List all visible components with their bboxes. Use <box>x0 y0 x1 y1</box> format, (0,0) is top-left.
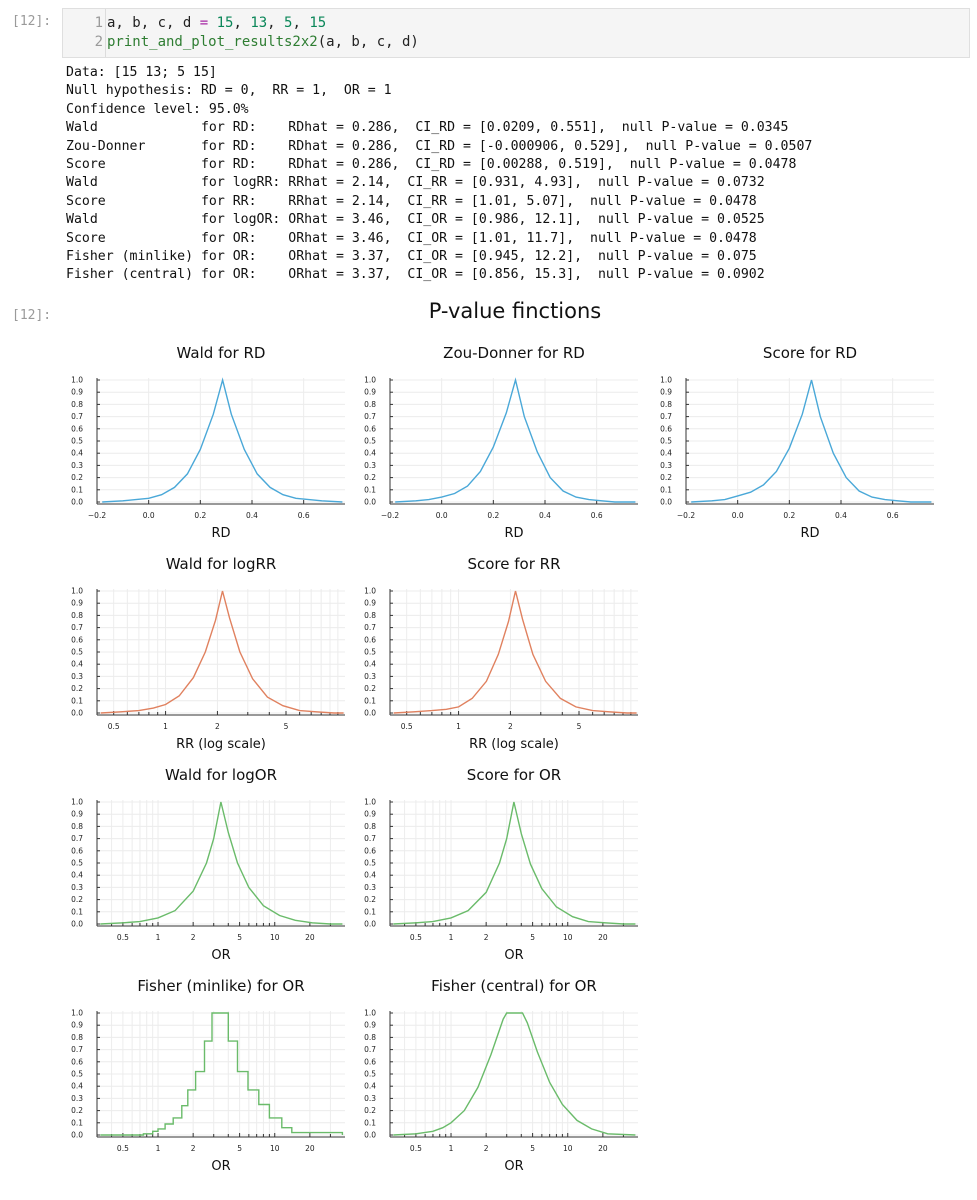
chart-title: Score for RR <box>467 555 561 573</box>
line-number-2: 2 <box>94 34 103 50</box>
y-tick-label: 0.8 <box>71 1032 83 1042</box>
output-line: Fisher (minlike) for OR: ORhat = 3.37, CI_OR = [0.945, 12.2], null P-value = 0.075 <box>66 249 757 265</box>
code-number-1: 15 <box>216 15 234 31</box>
y-tick-label: 0.2 <box>71 895 83 905</box>
y-tick-label: 0.4 <box>71 448 83 458</box>
y-tick-label: 0.1 <box>71 907 83 917</box>
output-line: Null hypothesis: RD = 0, RR = 1, OR = 1 <box>66 83 392 99</box>
x-tick-label: −0.2 <box>676 511 696 520</box>
y-tick-label: 0.5 <box>71 647 83 657</box>
x-tick-label: 1 <box>163 722 168 731</box>
output-prompt: [12]: <box>12 308 52 323</box>
y-tick-label: 0.4 <box>364 448 376 458</box>
chart-panel <box>660 344 934 541</box>
y-tick-label: 0.5 <box>364 858 376 868</box>
output-line: Score for OR: ORhat = 3.46, CI_OR = [1.01, 11.7], null P-value = 0.0478 <box>66 230 757 246</box>
x-tick-label: 0.2 <box>487 511 500 520</box>
code-function-args: (a, b, c, d) <box>317 34 419 50</box>
y-tick-label: 0.1 <box>71 696 83 706</box>
y-tick-label: 0.8 <box>364 821 376 831</box>
output-line: Wald for logRR: RRhat = 2.14, CI_RR = [0.931, 4.93], null P-value = 0.0732 <box>66 175 765 191</box>
y-tick-label: 0.1 <box>364 485 376 495</box>
output-line: Data: [15 13; 5 15] <box>66 65 217 80</box>
y-tick-label: 1.0 <box>660 375 672 385</box>
y-tick-label: 0.4 <box>71 870 83 880</box>
code-number-4: 15 <box>309 15 327 31</box>
chart-panel <box>364 977 638 1174</box>
y-tick-label: 0.5 <box>71 858 83 868</box>
code-number-3: 5 <box>284 15 293 31</box>
chart-panel <box>364 766 638 963</box>
y-tick-label: 0.2 <box>660 473 672 483</box>
y-tick-label: 1.0 <box>364 375 376 385</box>
x-tick-label: 10 <box>269 933 280 942</box>
y-tick-label: 0.1 <box>364 1118 376 1128</box>
y-tick-label: 0.8 <box>71 610 83 620</box>
chart-panel <box>71 344 345 541</box>
y-tick-label: 0.9 <box>71 598 83 608</box>
y-tick-label: 0.0 <box>71 919 83 929</box>
x-axis-label: OR <box>211 1159 231 1174</box>
x-tick-label: 20 <box>305 1144 315 1153</box>
x-tick-label: 1 <box>448 1144 454 1153</box>
y-tick-label: 0.5 <box>71 1069 83 1079</box>
y-tick-label: 0.7 <box>364 623 376 633</box>
y-tick-label: 1.0 <box>364 797 376 807</box>
x-tick-label: 2 <box>215 722 220 731</box>
x-tick-label: 5 <box>237 933 242 942</box>
x-tick-label: 2 <box>483 933 489 942</box>
x-tick-label: 0.5 <box>116 933 129 942</box>
x-tick-label: 2 <box>483 1144 489 1153</box>
output-line: Score for RR: RRhat = 2.14, CI_RR = [1.01, 5.07], null P-value = 0.0478 <box>66 193 757 209</box>
code-vars: a, b, c, d <box>107 15 200 31</box>
x-tick-label: 1 <box>456 722 461 731</box>
y-tick-label: 0.7 <box>364 834 376 844</box>
chart-panel <box>364 344 638 541</box>
x-tick-label: 0.2 <box>783 511 796 520</box>
y-tick-label: 0.0 <box>71 708 83 718</box>
x-tick-label: 10 <box>562 1144 573 1153</box>
y-tick-label: 0.6 <box>364 846 376 856</box>
y-tick-label: 0.2 <box>364 895 376 905</box>
y-tick-label: 0.8 <box>71 399 83 409</box>
y-tick-label: 0.6 <box>364 424 376 434</box>
y-tick-label: 1.0 <box>71 797 83 807</box>
x-tick-label: 5 <box>530 933 535 942</box>
output-line: Wald for RD: RDhat = 0.286, CI_RD = [0.0209, 0.551], null P-value = 0.0345 <box>66 120 789 136</box>
x-tick-label: 10 <box>562 933 573 942</box>
x-axis-label: RD <box>504 526 524 541</box>
y-tick-label: 0.1 <box>660 485 672 495</box>
chart-title: Wald for RD <box>176 344 266 362</box>
y-tick-label: 0.3 <box>364 1093 376 1103</box>
code-assign-operator: = <box>199 15 209 31</box>
output-line: Wald for logOR: ORhat = 3.46, CI_OR = [0.986, 12.1], null P-value = 0.0525 <box>66 212 765 228</box>
x-tick-label: 0.5 <box>400 722 413 731</box>
x-axis-label: RD <box>800 526 820 541</box>
x-tick-label: 5 <box>530 1144 535 1153</box>
y-tick-label: 0.4 <box>71 1081 83 1091</box>
x-tick-label: 5 <box>237 1144 242 1153</box>
y-tick-label: 0.7 <box>364 1045 376 1055</box>
y-tick-label: 0.9 <box>364 809 376 819</box>
chart-title: Fisher (central) for OR <box>431 977 597 995</box>
y-tick-label: 0.3 <box>71 1093 83 1103</box>
y-tick-label: 0.4 <box>364 1081 376 1091</box>
y-tick-label: 0.0 <box>71 497 83 507</box>
y-tick-label: 0.3 <box>364 460 376 470</box>
x-axis-label: OR <box>504 948 524 963</box>
y-tick-label: 0.6 <box>660 424 672 434</box>
x-axis-label: OR <box>504 1159 524 1174</box>
x-tick-label: 0.0 <box>142 511 155 520</box>
y-tick-label: 0.9 <box>364 387 376 397</box>
chart-panel <box>71 766 345 963</box>
y-tick-label: 0.0 <box>660 497 672 507</box>
y-tick-label: 0.2 <box>71 1106 83 1116</box>
y-tick-label: 0.6 <box>71 846 83 856</box>
y-tick-label: 0.7 <box>71 412 83 422</box>
y-tick-label: 0.9 <box>660 387 672 397</box>
y-tick-label: 0.8 <box>364 399 376 409</box>
x-tick-label: 1 <box>448 933 454 942</box>
chart-panel <box>71 555 345 752</box>
y-tick-label: 1.0 <box>71 375 83 385</box>
y-tick-label: 1.0 <box>71 1008 83 1018</box>
output-line: Zou-Donner for RD: RDhat = 0.286, CI_RD = [-0.000906, 0.529], null P-value = 0.0507 <box>66 138 813 154</box>
y-tick-label: 0.2 <box>364 1106 376 1116</box>
y-tick-label: 0.0 <box>364 497 376 507</box>
y-tick-label: 0.3 <box>71 882 83 892</box>
code-sep-2: , <box>267 15 285 31</box>
y-tick-label: 0.7 <box>71 623 83 633</box>
x-axis-label: RR (log scale) <box>176 737 266 752</box>
y-tick-label: 0.8 <box>71 821 83 831</box>
x-tick-label: 1 <box>155 1144 161 1153</box>
chart-title: Wald for logOR <box>164 766 278 784</box>
x-tick-label: 5 <box>283 722 289 731</box>
x-tick-label: 2 <box>190 1144 196 1153</box>
y-tick-label: 0.3 <box>364 882 376 892</box>
y-tick-label: 0.9 <box>364 598 376 608</box>
y-tick-label: 0.8 <box>364 1032 376 1042</box>
x-tick-label: 0.5 <box>409 1144 422 1153</box>
y-tick-label: 1.0 <box>71 586 83 596</box>
y-tick-label: 0.7 <box>364 412 376 422</box>
line-number-1: 1 <box>94 15 103 31</box>
x-axis-label: OR <box>211 948 231 963</box>
x-axis-label: RD <box>211 526 231 541</box>
y-tick-label: 0.5 <box>660 436 672 446</box>
chart-title: Score for RD <box>762 344 858 362</box>
y-tick-label: 0.3 <box>71 460 83 470</box>
y-tick-label: 0.1 <box>71 1118 83 1128</box>
y-tick-label: 0.5 <box>364 647 376 657</box>
x-tick-label: 5 <box>576 722 582 731</box>
x-tick-label: 0.4 <box>246 511 258 520</box>
code-number-2: 13 <box>250 15 268 31</box>
y-tick-label: 0.3 <box>71 671 83 681</box>
y-tick-label: 0.1 <box>364 696 376 706</box>
y-tick-label: 0.5 <box>364 436 376 446</box>
y-tick-label: 0.1 <box>364 907 376 917</box>
y-tick-label: 0.2 <box>71 473 83 483</box>
x-tick-label: −0.2 <box>87 511 107 520</box>
x-tick-label: 20 <box>598 933 608 942</box>
y-tick-label: 0.0 <box>364 919 376 929</box>
output-line: Score for RD: RDhat = 0.286, CI_RD = [0.00288, 0.519], null P-value = 0.0478 <box>66 157 797 173</box>
y-tick-label: 0.2 <box>364 684 376 694</box>
chart-title: Wald for logRR <box>165 555 277 573</box>
chart-title: Score for OR <box>466 766 562 784</box>
y-tick-label: 0.2 <box>364 473 376 483</box>
y-tick-label: 0.7 <box>71 1045 83 1055</box>
y-tick-label: 0.4 <box>660 448 672 458</box>
output-line: Fisher (central) for OR: ORhat = 3.37, CI_OR = [0.856, 15.3], null P-value = 0.0902 <box>66 267 765 283</box>
chart-title: Zou-Donner for RD <box>443 344 585 362</box>
y-tick-label: 0.0 <box>364 1130 376 1140</box>
y-tick-label: 0.3 <box>364 671 376 681</box>
x-tick-label: −0.2 <box>380 511 400 520</box>
y-tick-label: 0.9 <box>71 1020 83 1030</box>
y-tick-label: 0.6 <box>71 1057 83 1067</box>
x-tick-label: 2 <box>508 722 513 731</box>
x-tick-label: 0.6 <box>590 511 603 520</box>
y-tick-label: 1.0 <box>364 586 376 596</box>
x-tick-label: 0.6 <box>297 511 310 520</box>
y-tick-label: 0.8 <box>364 610 376 620</box>
y-tick-label: 0.9 <box>364 1020 376 1030</box>
y-tick-label: 0.6 <box>71 424 83 434</box>
y-tick-label: 0.4 <box>364 659 376 669</box>
code-sep-3: , <box>292 15 310 31</box>
x-tick-label: 0.4 <box>539 511 551 520</box>
y-tick-label: 0.5 <box>71 436 83 446</box>
y-tick-label: 0.2 <box>71 684 83 694</box>
x-axis-label: RR (log scale) <box>469 737 559 752</box>
y-tick-label: 0.9 <box>71 387 83 397</box>
y-tick-label: 0.0 <box>364 708 376 718</box>
input-prompt: [12]: <box>12 14 52 29</box>
y-tick-label: 0.3 <box>660 460 672 470</box>
x-tick-label: 2 <box>190 933 196 942</box>
y-tick-label: 0.7 <box>660 412 672 422</box>
y-tick-label: 0.4 <box>71 659 83 669</box>
y-tick-label: 0.1 <box>71 485 83 495</box>
x-tick-label: 0.5 <box>107 722 120 731</box>
x-tick-label: 0.6 <box>886 511 899 520</box>
x-tick-label: 0.0 <box>435 511 448 520</box>
x-tick-label: 0.2 <box>194 511 207 520</box>
x-tick-label: 0.5 <box>116 1144 129 1153</box>
y-tick-label: 1.0 <box>364 1008 376 1018</box>
x-tick-label: 0.5 <box>409 933 422 942</box>
x-tick-label: 20 <box>598 1144 608 1153</box>
x-tick-label: 1 <box>155 933 161 942</box>
y-tick-label: 0.4 <box>364 870 376 880</box>
figure-title: P-value finctions <box>428 299 602 323</box>
x-tick-label: 10 <box>269 1144 280 1153</box>
y-tick-label: 0.5 <box>364 1069 376 1079</box>
x-tick-label: 20 <box>305 933 315 942</box>
y-tick-label: 0.0 <box>71 1130 83 1140</box>
y-tick-label: 0.8 <box>660 399 672 409</box>
y-tick-label: 0.9 <box>71 809 83 819</box>
y-tick-label: 0.6 <box>364 1057 376 1067</box>
x-tick-label: 0.4 <box>835 511 847 520</box>
chart-panel <box>364 555 638 752</box>
output-line: Confidence level: 95.0% <box>66 101 249 117</box>
chart-panel <box>71 977 345 1174</box>
y-tick-label: 0.6 <box>364 635 376 645</box>
code-function-name: print_and_plot_results2x2 <box>107 34 318 50</box>
x-tick-label: 0.0 <box>731 511 744 520</box>
code-sep-1: , <box>233 15 251 31</box>
y-tick-label: 0.6 <box>71 635 83 645</box>
y-tick-label: 0.7 <box>71 834 83 844</box>
chart-title: Fisher (minlike) for OR <box>137 977 305 995</box>
